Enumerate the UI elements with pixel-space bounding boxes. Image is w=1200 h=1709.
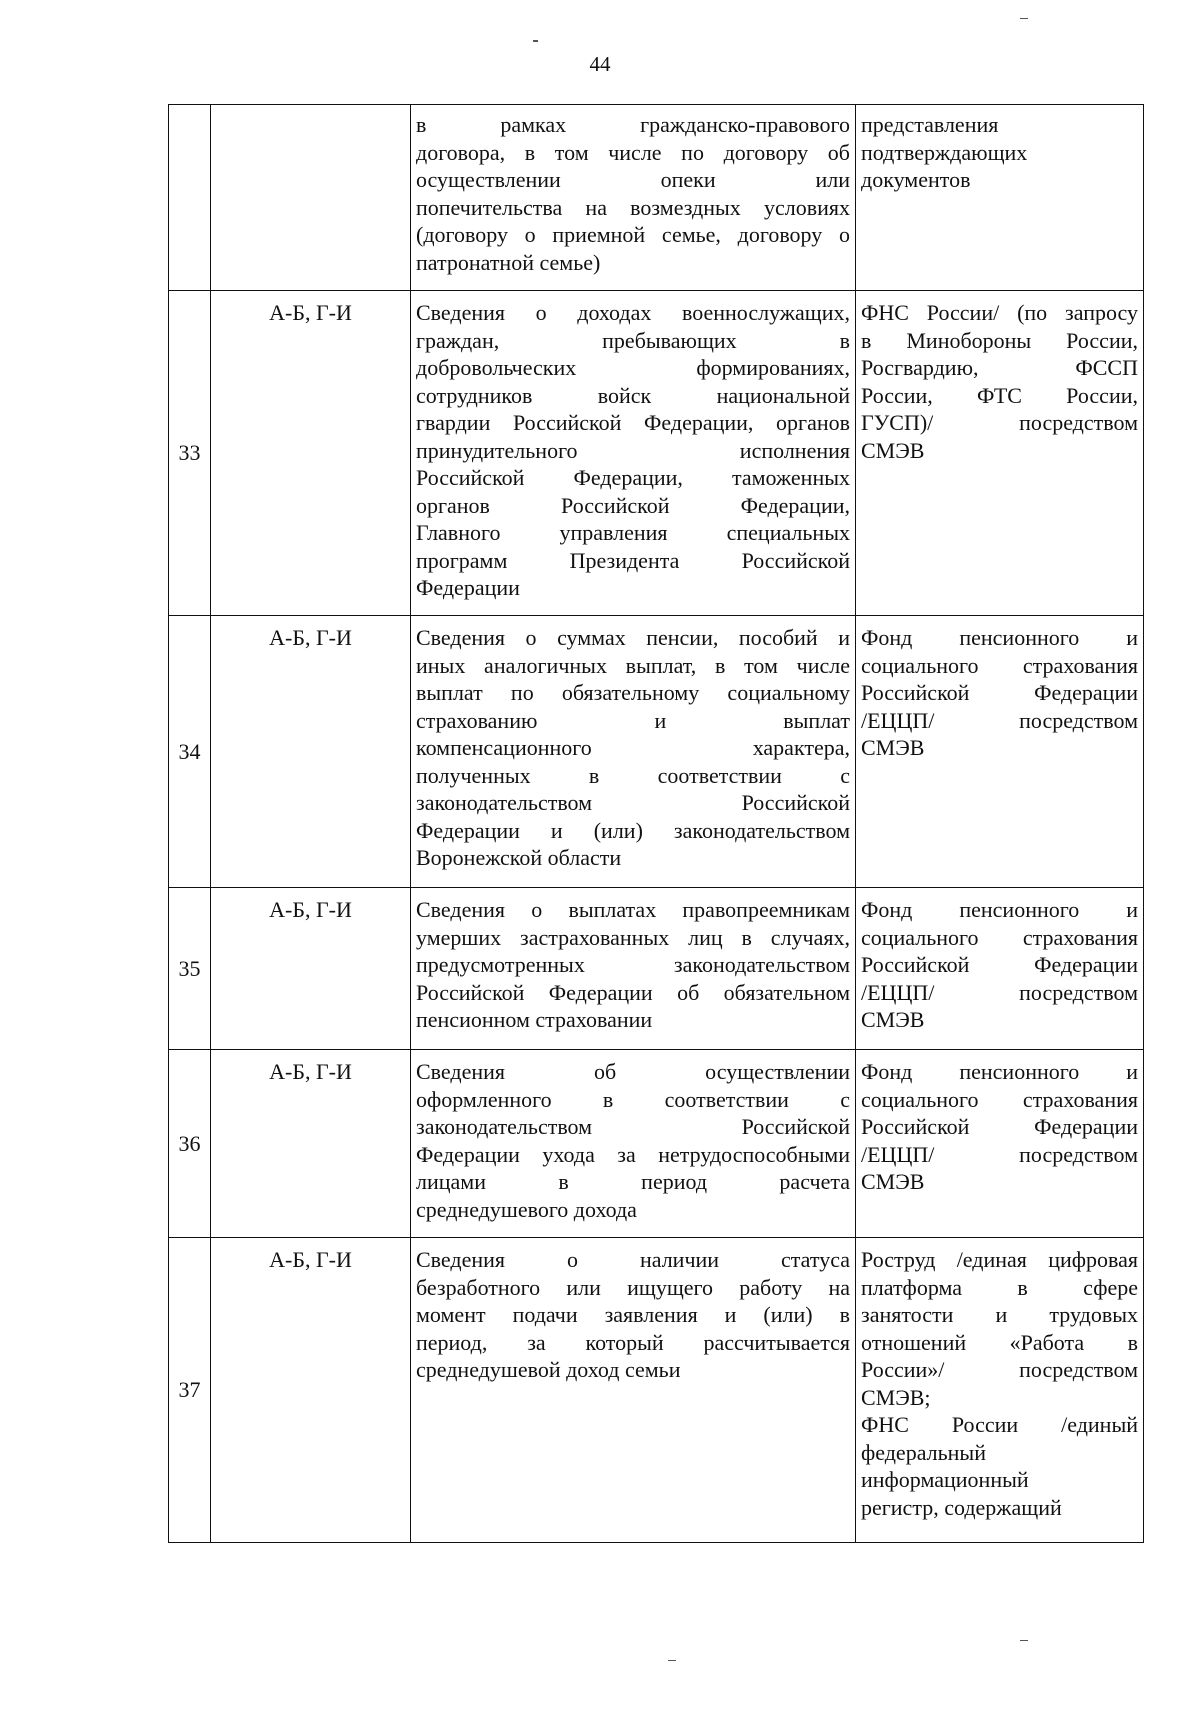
text-line: СМЭВ: [861, 437, 925, 463]
text-line: /ЕЦЦП/ посредством: [861, 979, 1138, 1005]
text-line: в Минобороны России,: [861, 327, 1138, 353]
text-line: документов: [861, 167, 971, 192]
description-cell: [411, 291, 856, 616]
text-line: умерших застрахованных лиц в случаях,: [416, 924, 850, 950]
table-row: [169, 1238, 1144, 1543]
text-line: Российской Федерации: [861, 680, 1138, 705]
row-number-cell: 36: [169, 1050, 211, 1238]
text-line: граждан, пребывающих в: [416, 327, 850, 353]
table-row: [169, 616, 1144, 888]
text-line: Сведения о суммах пенсии, пособий и: [416, 625, 850, 650]
text-line: Роструд /единая цифровая: [861, 1247, 1138, 1272]
row-number-cell: 33: [169, 291, 211, 616]
text-line: СМЭВ: [861, 735, 925, 760]
source-cell: [856, 105, 1144, 291]
text-line: /ЕЦЦП/ посредством: [861, 707, 1138, 733]
description-cell: [411, 105, 856, 291]
text-line: оформленного в соответствии с: [416, 1086, 850, 1112]
text-line: момент подачи заявления и (или) в: [416, 1302, 850, 1327]
scan-speck: [533, 40, 538, 42]
text-line: России»/ посредством: [861, 1357, 1138, 1382]
text-line: ФНС России/ (по запросу: [861, 300, 1138, 325]
text-line: подтверждающих: [861, 139, 1028, 165]
text-line: Фонд пенсионного и: [861, 625, 1138, 650]
text-line: платформа в сфере: [861, 1274, 1138, 1300]
category-cell: А-Б, Г-И: [211, 291, 411, 616]
text-line: ФНС России /единый: [861, 1412, 1138, 1437]
category-cell: [211, 105, 411, 291]
row-number-cell: [169, 105, 211, 291]
table-row: [169, 291, 1144, 616]
row-number-cell: 34: [169, 616, 211, 888]
source-cell: [856, 1238, 1144, 1543]
text-line: период, за который рассчитывается: [416, 1329, 850, 1355]
text-line: программ Президента Российской: [416, 547, 850, 573]
text-line: принудительного исполнения: [416, 437, 850, 463]
text-line: Фонд пенсионного и: [861, 1059, 1138, 1084]
text-line: СМЭВ;: [861, 1384, 931, 1410]
source-cell: [856, 291, 1144, 616]
text-line: Российской Федерации: [861, 952, 1138, 977]
text-line: Воронежской области: [416, 845, 622, 870]
row-number-cell: 37: [169, 1238, 211, 1543]
text-line: Сведения о выплатах правопреемникам: [416, 897, 850, 922]
text-line: информационный: [861, 1467, 1029, 1492]
source-cell: [856, 1050, 1144, 1238]
text-line: социального страхования: [861, 652, 1138, 678]
row-number-cell: 35: [169, 888, 211, 1050]
document-table: [168, 104, 1144, 1543]
text-line: пенсионном страховании: [416, 1007, 653, 1032]
text-line: договора, в том числе по договору об: [416, 139, 850, 165]
text-line: компенсационного характера,: [416, 735, 850, 760]
text-line: Российской Федерации, таможенных: [416, 465, 850, 490]
text-line: социального страхования: [861, 924, 1138, 950]
text-line: осуществлении опеки или: [416, 167, 850, 192]
category-cell: А-Б, Г-И: [211, 1238, 411, 1543]
description-cell: [411, 1050, 856, 1238]
text-line: страхованию и выплат: [416, 707, 850, 733]
text-line: Сведения о наличии статуса: [416, 1247, 850, 1272]
page-number: 44: [589, 52, 611, 76]
category-cell: А-Б, Г-И: [211, 1050, 411, 1238]
text-line: иных аналогичных выплат, в том числе: [416, 652, 850, 678]
text-line: выплат по обязательному социальному: [416, 680, 850, 705]
text-line: занятости и трудовых: [861, 1302, 1138, 1327]
text-line: Российской Федерации: [861, 1114, 1138, 1139]
text-line: представления: [861, 112, 999, 137]
table-row-continuation: [169, 105, 1144, 291]
text-line: СМЭВ: [861, 1169, 925, 1194]
description-cell: [411, 888, 856, 1050]
text-line: отношений «Работа в: [861, 1329, 1138, 1355]
text-line: среднедушевого дохода: [416, 1196, 637, 1222]
text-line: социального страхования: [861, 1086, 1138, 1112]
text-line: СМЭВ: [861, 1007, 925, 1032]
text-line: полученных в соответствии с: [416, 762, 850, 788]
scan-speck: [1020, 18, 1028, 19]
text-line: среднедушевой доход семьи: [416, 1357, 681, 1382]
text-line: ГУСП)/ посредством: [861, 410, 1138, 435]
text-line: сотрудников войск национальной: [416, 382, 850, 408]
description-cell: [411, 1238, 856, 1543]
text-line: безработного или ищущего работу на: [416, 1274, 850, 1300]
category-cell: А-Б, Г-И: [211, 888, 411, 1050]
text-line: Российской Федерации об обязательном: [416, 979, 850, 1005]
text-line: законодательством Российской: [416, 1114, 850, 1139]
text-line: Росгвардию, ФССП: [861, 355, 1138, 380]
text-line: лицами в период расчета: [416, 1169, 850, 1194]
text-line: в рамках гражданско-правового: [416, 112, 850, 137]
text-line: Главного управления специальных: [416, 520, 850, 545]
text-line: патронатной семье): [416, 249, 601, 275]
text-line: гвардии Российской Федерации, органов: [416, 410, 850, 435]
text-line: предусмотренных законодательством: [416, 952, 850, 977]
text-line: регистр, содержащий: [861, 1494, 1062, 1520]
source-cell: [856, 888, 1144, 1050]
scan-speck: [1020, 1640, 1028, 1641]
text-line: России, ФТС России,: [861, 382, 1138, 408]
text-line: Федерации ухода за нетрудоспособными: [416, 1141, 850, 1167]
text-line: Фонд пенсионного и: [861, 897, 1138, 922]
text-line: Федерации: [416, 575, 520, 600]
source-cell: [856, 616, 1144, 888]
text-line: федеральный: [861, 1439, 986, 1465]
text-line: Сведения о доходах военнослужащих,: [416, 300, 850, 325]
text-line: законодательством Российской: [416, 790, 850, 815]
description-cell: [411, 616, 856, 888]
text-line: органов Российской Федерации,: [416, 492, 850, 518]
text-line: добровольческих формированиях,: [416, 355, 850, 380]
scan-speck: [668, 1660, 676, 1661]
table-row: [169, 888, 1144, 1050]
text-line: (договору о приемной семье, договору о: [416, 222, 850, 247]
category-cell: А-Б, Г-И: [211, 616, 411, 888]
table-row: [169, 1050, 1144, 1238]
text-line: /ЕЦЦП/ посредством: [861, 1141, 1138, 1167]
text-line: Федерации и (или) законодательством: [416, 817, 850, 843]
text-line: Сведения об осуществлении: [416, 1059, 850, 1084]
text-line: попечительства на возмездных условиях: [416, 194, 850, 220]
